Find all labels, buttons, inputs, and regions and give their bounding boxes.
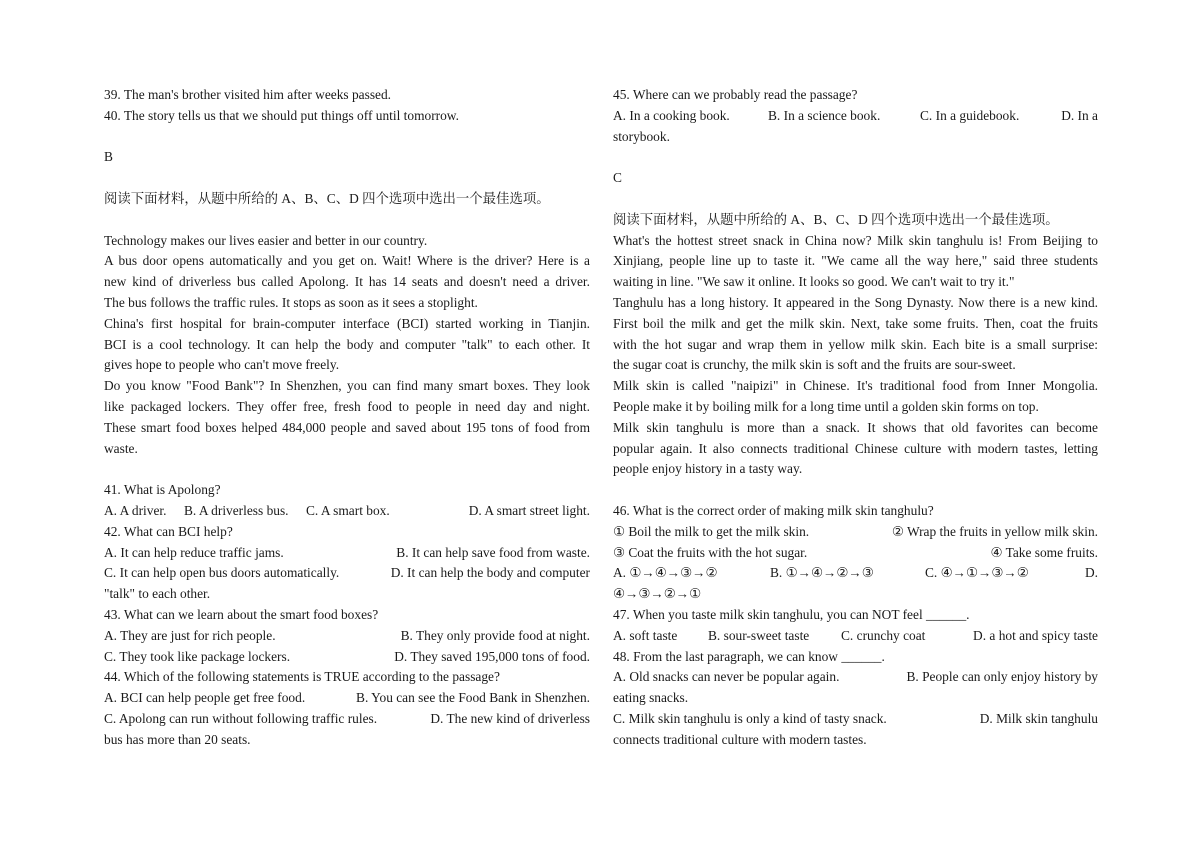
text-line: bus has more than 20 seats. xyxy=(104,731,251,747)
answer-option: A. It can help reduce traffic jams. xyxy=(104,544,284,560)
blank-line xyxy=(104,210,590,231)
answer-option: C. crunchy coat xyxy=(841,627,926,643)
text-line: "talk" to each other. xyxy=(104,586,211,602)
text-line: people enjoy history in a tasty way. xyxy=(613,461,803,477)
answer-option: B. sour-sweet taste xyxy=(708,627,810,643)
right-column xyxy=(613,85,1098,751)
option-row xyxy=(613,543,1098,564)
option-row xyxy=(613,522,1098,543)
answer-option: B. In a science book. xyxy=(768,107,881,123)
answer-option: D. xyxy=(1084,565,1098,581)
answer-option: A. In a cooking book. xyxy=(613,107,730,123)
answer-option: A. Old snacks can never be popular again. xyxy=(613,669,840,685)
answer-option: A. ①→④→③→② xyxy=(613,565,718,581)
answer-option: B. They only provide food at night. xyxy=(400,627,590,643)
answer-option: D. a hot and spicy taste xyxy=(973,627,1098,643)
answer-option: A. A driver. xyxy=(104,502,167,518)
text-line: popular again. It also connects traditional Chinese culture with modern tastes, letting xyxy=(613,440,1098,456)
text-line: 42. What can BCI help? xyxy=(104,523,233,539)
answer-option: ④ Take some fruits. xyxy=(990,544,1098,560)
answer-option: C. In a guidebook. xyxy=(920,107,1020,123)
option-row xyxy=(613,709,1098,730)
text-line: A bus door opens automatically and you get on. Wait! Where is the driver? Here is a xyxy=(104,253,590,269)
answer-option: D. They saved 195,000 tons of food. xyxy=(394,648,590,664)
text-line: gives hope to people who can't move freely. xyxy=(104,357,340,373)
answer-option: C. They took like package lockers. xyxy=(104,648,291,664)
answer-option: B. It can help save food from waste. xyxy=(396,544,590,560)
answer-option: D. Milk skin tanghulu xyxy=(979,710,1098,726)
answer-option: D. It can help the body and computer xyxy=(390,565,590,581)
answer-option: A. They are just for rich people. xyxy=(104,627,276,643)
text-line: eating snacks. xyxy=(613,690,689,706)
text-line: new kind of driverless bus called Apolong. It has 14 seats and doesn't need a driver. xyxy=(104,274,590,290)
blank-line xyxy=(613,147,1098,168)
blank-line xyxy=(613,480,1098,501)
blank-line xyxy=(104,168,590,189)
text-line: waiting in line. "We saw it online. It looks so good. We can't wait to try it." xyxy=(613,274,1015,290)
option-row xyxy=(613,667,1098,688)
text-line: First boil the milk and get the milk skin. Next, take some fruits. Then, coat the fruits xyxy=(613,315,1098,331)
blank-line xyxy=(613,189,1098,210)
option-row xyxy=(104,647,590,668)
answer-option: D. A smart street light. xyxy=(468,502,590,518)
answer-option: B. ①→④→②→③ xyxy=(770,565,874,581)
text-line: 阅读下面材料，从题中所给的 A、B、C、D 四个选项中选出一个最佳选项。 xyxy=(613,211,1059,227)
text-line: 阅读下面材料，从题中所给的 A、B、C、D 四个选项中选出一个最佳选项。 xyxy=(104,190,550,206)
text-line: waste. xyxy=(104,440,138,456)
answer-option: ② Wrap the fruits in yellow milk skin. xyxy=(891,523,1098,539)
text-line: China's first hospital for brain-computer interface (BCI) started working in Tianjin. xyxy=(104,315,590,331)
option-row xyxy=(104,501,590,522)
text-line: What's the hottest street snack in China now? Milk skin tanghulu is! From Beijing to xyxy=(613,232,1098,248)
option-row xyxy=(613,563,1098,584)
text-line: Tanghulu has a long history. It appeared in the Song Dynasty. Now there is a new kind. xyxy=(613,294,1098,310)
answer-option: A. soft taste xyxy=(613,627,678,643)
text-line: 43. What can we learn about the smart food boxes? xyxy=(104,606,379,622)
text-line: like packaged lockers. They offer free, fresh food to people in need day and night. xyxy=(104,398,590,414)
answer-option: B. A driverless bus. xyxy=(184,502,289,518)
option-row xyxy=(104,709,590,730)
text-line: 41. What is Apolong? xyxy=(104,482,221,498)
text-line: the sugar coat is crunchy, the milk skin is soft and the fruits are sour-sweet. xyxy=(613,357,1016,373)
blank-line xyxy=(104,459,590,480)
text-line: connects traditional culture with modern tastes. xyxy=(613,731,867,747)
text-line: 47. When you taste milk skin tanghulu, you can NOT feel ______. xyxy=(613,606,970,622)
answer-option: C. A smart box. xyxy=(306,502,390,518)
option-row xyxy=(104,626,590,647)
answer-option: ③ Coat the fruits with the hot sugar. xyxy=(613,544,808,560)
text-line: BCI is a cool technology. It can help the body and computer "talk" to each other. It xyxy=(104,336,590,352)
answer-option: B. People can only enjoy history by xyxy=(906,669,1098,685)
text-line: ④→③→②→① xyxy=(613,586,702,602)
text-line: Do you know "Food Bank"? In Shenzhen, you can find many smart boxes. They look xyxy=(104,378,590,394)
blank-line xyxy=(104,127,590,148)
answer-option: C. ④→①→③→② xyxy=(925,565,1029,581)
text-line: Xinjiang, people line up to taste it. "We came all the way here," said three students xyxy=(613,253,1098,269)
text-line: Technology makes our lives easier and better in our country. xyxy=(104,232,428,248)
text-line: 48. From the last paragraph, we can know ______. xyxy=(613,648,885,664)
left-column xyxy=(104,85,590,751)
text-line: 40. The story tells us that we should put things off until tomorrow. xyxy=(104,107,459,123)
text-line: B xyxy=(104,149,113,165)
answer-option: C. Apolong can run without following traffic rules. xyxy=(104,710,378,726)
option-row xyxy=(104,563,590,584)
text-line: 46. What is the correct order of making milk skin tanghulu? xyxy=(613,502,934,518)
answer-option: A. BCI can help people get free food. xyxy=(104,690,306,706)
text-line: storybook. xyxy=(613,128,670,144)
text-line: Milk skin tanghulu is more than a snack. It shows that old favorites can become xyxy=(613,419,1098,435)
answer-option: ① Boil the milk to get the milk skin. xyxy=(613,523,810,539)
answer-option: D. The new kind of driverless xyxy=(430,710,590,726)
answer-option: B. You can see the Food Bank in Shenzhen. xyxy=(356,690,590,706)
text-line: C xyxy=(613,170,622,186)
option-row xyxy=(613,106,1098,127)
text-line: 44. Which of the following statements is TRUE according to the passage? xyxy=(104,669,500,685)
text-line: 45. Where can we probably read the passage? xyxy=(613,87,858,102)
text-line: 39. The man's brother visited him after weeks passed. xyxy=(104,87,392,102)
text-line: with the hot sugar and wrap them in yellow milk skin. Each bite is a small surprise: xyxy=(613,336,1098,352)
answer-option: C. It can help open bus doors automatically. xyxy=(104,565,340,581)
option-row xyxy=(104,688,590,709)
answer-option: C. Milk skin tanghulu is only a kind of tasty snack. xyxy=(613,710,887,726)
text-line: People make it by boiling milk for a long time until a golden skin forms on top. xyxy=(613,398,1039,414)
option-row xyxy=(104,543,590,564)
text-line: These smart food boxes helped 484,000 people and saved about 195 tons of food from xyxy=(104,419,590,435)
option-row xyxy=(613,626,1098,647)
text-line: The bus follows the traffic rules. It stops as soon as it sees a stoplight. xyxy=(104,294,478,310)
answer-option: D. In a xyxy=(1061,107,1098,123)
text-line: Milk skin is called "naipizi" in Chinese. It's traditional food from Inner Mongolia. xyxy=(613,378,1098,394)
